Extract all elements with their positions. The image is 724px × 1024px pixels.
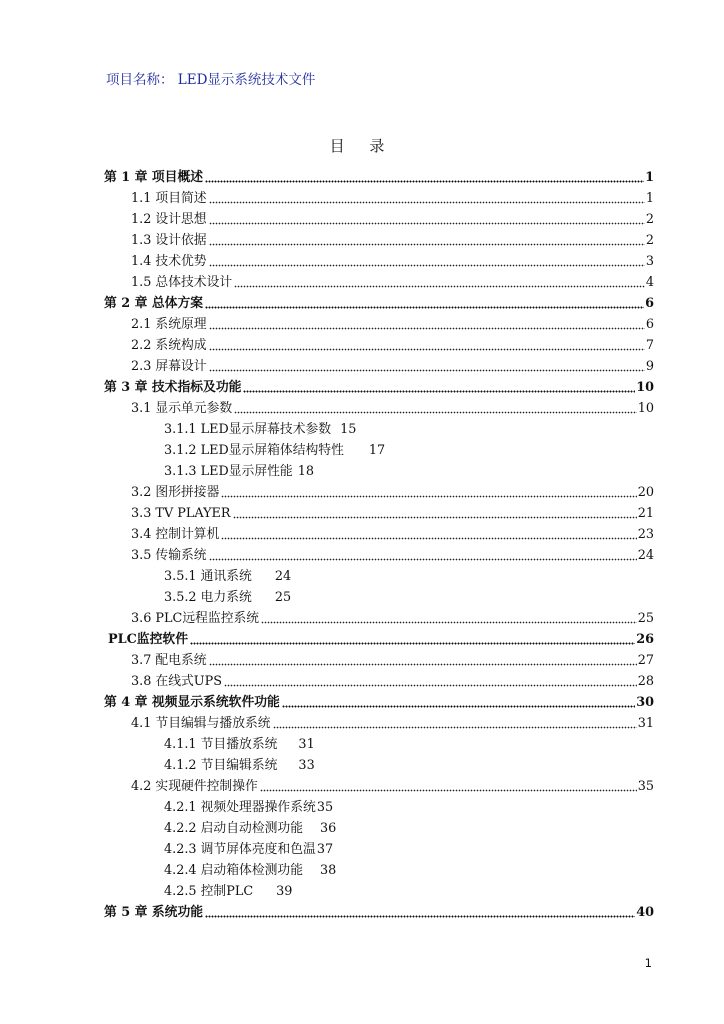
toc-entry-4-2-4[interactable] (164, 861, 336, 879)
toc-entry-4-1[interactable] (131, 714, 654, 732)
toc-entry-4-1-1[interactable] (164, 735, 315, 753)
toc-entry-page: 1 (645, 170, 654, 185)
toc-entry-chapter-5[interactable] (104, 903, 654, 921)
toc-entry-3-1-3[interactable] (164, 462, 314, 480)
toc-entry-label: 4.2.3 调节屏体亮度和色温 (164, 842, 316, 857)
toc-entry-3-3[interactable] (131, 504, 654, 522)
toc-entry-2-2[interactable] (131, 336, 654, 354)
toc-entry-page: 1 (645, 191, 654, 206)
toc-entry-label: 1.2 设计思想 (131, 212, 207, 227)
toc-entry-page: 40 (636, 905, 654, 920)
dot-leader (205, 171, 644, 183)
toc-entry-page: 2 (645, 233, 654, 248)
toc-entry-page: 39 (276, 884, 293, 899)
toc-entry-4-1-2[interactable] (164, 756, 315, 774)
toc-entry-page: 17 (368, 443, 386, 458)
dot-leader (209, 318, 645, 330)
toc-entry-label: 3.5 传输系统 (131, 548, 207, 563)
dot-leader (273, 717, 637, 729)
toc-entry-3-1-1[interactable] (164, 420, 356, 438)
toc-entry-label: 3.5.1 通讯系统 (164, 569, 252, 584)
toc-entry-page: 15 (340, 422, 357, 437)
toc-entry-page: 31 (637, 716, 654, 731)
toc-entry-page: 26 (636, 632, 654, 647)
toc-entry-label: 4.2.5 控制PLC (164, 884, 254, 899)
toc-entry-label: 3.7 配电系统 (131, 653, 207, 668)
dot-leader (261, 612, 637, 624)
toc-entry-label: 4.1.2 节目编辑系统 (164, 758, 278, 773)
toc-entry-label: 4.2.2 启动自动检测功能 (164, 821, 304, 836)
toc-entry-1-3[interactable] (131, 231, 654, 249)
toc-entry-label: PLC监控软件 (108, 632, 188, 647)
toc-entry-page: 31 (298, 737, 315, 752)
dot-leader (243, 381, 635, 393)
toc-entry-page: 20 (637, 485, 654, 500)
toc-entry-chapter-4[interactable] (104, 693, 654, 711)
toc-entry-page: 6 (645, 317, 654, 332)
toc-entry-page: 23 (637, 527, 654, 542)
dot-leader (209, 360, 645, 372)
toc-entry-2-1[interactable] (131, 315, 654, 333)
toc-entry-1-4[interactable] (131, 252, 654, 270)
toc-entry-label: 1.3 设计依据 (131, 233, 207, 248)
dot-leader (205, 906, 635, 918)
toc-entry-1-2[interactable] (131, 210, 654, 228)
toc-entry-label: 3.1.1 LED显示屏幕技术参数 (164, 422, 332, 437)
dot-leader (260, 780, 637, 792)
toc-entry-3-1-2[interactable] (164, 441, 385, 459)
dot-leader (190, 633, 635, 645)
toc-entry-3-5-1[interactable] (164, 567, 291, 585)
page-number: 1 (644, 956, 652, 970)
toc-entry-3-8[interactable] (131, 672, 654, 690)
toc-entry-3-7[interactable] (131, 651, 654, 669)
toc-entry-label: 3.8 在线式UPS (131, 674, 222, 689)
dot-leader (209, 654, 637, 666)
toc-entry-label: 第 5 章 系统功能 (104, 905, 204, 920)
toc-entry-label: 第 1 章 项目概述 (104, 170, 204, 185)
toc-entry-4-2-5[interactable] (164, 882, 292, 900)
toc-entry-page: 4 (645, 275, 654, 290)
toc-entry-page: 24 (637, 548, 654, 563)
toc-entry-label: 3.6 PLC远程监控系统 (131, 611, 260, 626)
toc-entry-page: 10 (637, 401, 654, 416)
toc-entry-4-2-2[interactable] (164, 819, 336, 837)
project-name-header: 项目名称： LED显示系统技术文件 (106, 72, 316, 88)
toc-entry-label: 3.3 TV PLAYER (131, 506, 231, 521)
dot-leader (282, 696, 635, 708)
toc-entry-page: 35 (637, 779, 654, 794)
dot-leader (224, 675, 637, 687)
toc-entry-1-1[interactable] (131, 189, 654, 207)
toc-entry-page: 2 (645, 212, 654, 227)
dot-leader (221, 528, 636, 540)
toc-entry-label: 3.1 显示单元参数 (131, 401, 233, 416)
toc-entry-3-6[interactable] (131, 609, 654, 627)
toc-entry-label: 第 2 章 总体方案 (104, 296, 204, 311)
dot-leader (209, 339, 645, 351)
toc-entry-label: 2.3 屏幕设计 (131, 359, 207, 374)
toc-entry-page: 9 (645, 359, 654, 374)
toc-entry-label: 3.5.2 电力系统 (164, 590, 252, 605)
toc-entry-chapter-1[interactable] (104, 168, 654, 186)
toc-entry-2-3[interactable] (131, 357, 654, 375)
toc-entry-page: 18 (297, 464, 315, 479)
toc-entry-label: 4.1.1 节目播放系统 (164, 737, 278, 752)
toc-entry-4-2-1[interactable] (164, 798, 333, 816)
toc-entry-page: 37 (316, 842, 334, 857)
toc-title: 目 录 (329, 137, 395, 155)
toc-entry-label: 4.2.4 启动箱体检测功能 (164, 863, 304, 878)
toc-entry-page: 33 (298, 758, 315, 773)
toc-entry-label: 3.1.2 LED显示屏箱体结构特性 (164, 443, 344, 458)
toc-entry-chapter-3[interactable] (104, 378, 654, 396)
toc-entry-page: 25 (274, 590, 292, 605)
toc-entry-label: 1.5 总体技术设计 (131, 275, 233, 290)
toc-entry-3-4[interactable] (131, 525, 654, 543)
toc-entry-label: 1.1 项目简述 (131, 191, 207, 206)
toc-entry-4-2[interactable] (131, 777, 654, 795)
toc-entry-4-2-3[interactable] (164, 840, 333, 858)
toc-entry-label: 2.2 系统构成 (131, 338, 207, 353)
toc-entry-chapter-2[interactable] (104, 294, 654, 312)
toc-entry-3-5-2[interactable] (164, 588, 291, 606)
toc-entry-label: 1.4 技术优势 (131, 254, 207, 269)
dot-leader (221, 486, 636, 498)
toc-entry-label: 2.1 系统原理 (131, 317, 207, 332)
toc-entry-label: 3.4 控制计算机 (131, 527, 220, 542)
toc-entry-label: 3.2 图形拼接器 (131, 485, 220, 500)
toc-entry-3-1[interactable] (131, 399, 654, 417)
toc-entry-page: 30 (636, 695, 654, 710)
toc-entry-page: 3 (645, 254, 654, 269)
toc-entry-3-5[interactable] (131, 546, 654, 564)
dot-leader (234, 402, 637, 414)
toc-entry-label: 第 3 章 技术指标及功能 (104, 380, 242, 395)
dot-leader (205, 297, 644, 309)
toc-entry-plc-software[interactable] (108, 630, 654, 648)
toc-entry-label: 第 4 章 视频显示系统软件功能 (104, 695, 280, 710)
toc-entry-page: 28 (637, 674, 654, 689)
toc-entry-page: 27 (637, 653, 654, 668)
toc-entry-page: 21 (637, 506, 654, 521)
toc-entry-page: 25 (637, 611, 654, 626)
dot-leader (209, 549, 637, 561)
dot-leader (209, 255, 645, 267)
toc-entry-page: 10 (636, 380, 654, 395)
dot-leader (234, 276, 645, 288)
toc-entry-label: 4.2.1 视频处理器操作系统 (164, 800, 316, 815)
dot-leader (209, 192, 645, 204)
toc-entry-label: 3.1.3 LED显示屏性能 (164, 464, 293, 479)
toc-entry-label: 4.2 实现硬件控制操作 (131, 779, 258, 794)
dot-leader (233, 507, 637, 519)
toc-entry-page: 7 (645, 338, 654, 353)
toc-entry-1-5[interactable] (131, 273, 654, 291)
toc-entry-page: 24 (274, 569, 292, 584)
dot-leader (209, 234, 645, 246)
dot-leader (209, 213, 645, 225)
toc-entry-page: 36 (320, 821, 337, 836)
toc-entry-page: 35 (316, 800, 334, 815)
toc-entry-3-2[interactable] (131, 483, 654, 501)
toc-entry-label: 4.1 节目编辑与播放系统 (131, 716, 271, 731)
toc-entry-page: 6 (645, 296, 654, 311)
toc-entry-page: 38 (320, 863, 337, 878)
